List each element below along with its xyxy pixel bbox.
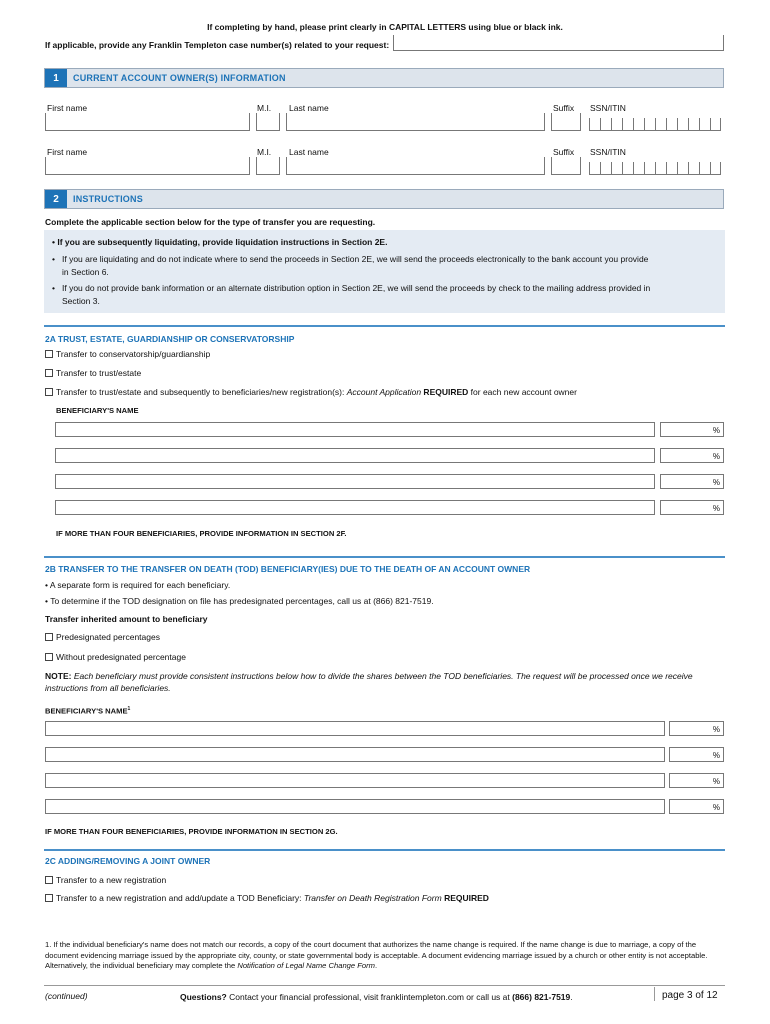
- s2b-checkbox-2[interactable]: [45, 653, 53, 661]
- s2b-bullet-1: • A separate form is required for each beneficiary.: [45, 580, 231, 590]
- owner2-first-name-field[interactable]: [45, 157, 250, 175]
- owner1-ssn-label: SSN/ITIN: [590, 103, 626, 113]
- note-text: Each beneficiary must provide consistent instructions below how to divide the shares between the TOD beneficiaries. The request will be processed once we receive instructions from all beneficiaries.: [45, 671, 693, 693]
- instruction-bullet-3: • If you do not provide bank information or an alternate distribution option in Section 2E, we will send the proceeds by check to the mailing address provided in Section 3.: [52, 283, 651, 306]
- s2a-beneficiary-name-2[interactable]: [55, 448, 655, 463]
- s2a-more-note: IF MORE THAN FOUR BENEFICIARIES, PROVIDE INFORMATION IN SECTION 2F.: [56, 529, 347, 538]
- s2c-option-2[interactable]: [45, 893, 489, 903]
- owner1-last-name-label: Last name: [289, 103, 329, 113]
- owner1-suffix-label: Suffix: [553, 103, 575, 113]
- s2a-option-1-label: Transfer to conservatorship/guardianship: [56, 349, 211, 359]
- s2b-beneficiary-label: BENEFICIARY'S NAME$^1$: [45, 706, 131, 716]
- owner1-first-name-label: First name: [47, 103, 88, 113]
- s2a-option-3-suffix: for each new account owner: [468, 387, 577, 397]
- s2a-option-2-label: Transfer to trust/estate: [56, 368, 142, 378]
- s2a-checkbox-3[interactable]: [45, 388, 53, 396]
- s2c-checkbox-1[interactable]: [45, 876, 53, 884]
- owner2-last-name-label: Last name: [289, 147, 329, 157]
- footer-rule: [44, 985, 725, 986]
- s2c-option-1[interactable]: [45, 875, 166, 885]
- owner2-suffix-label: Suffix: [553, 147, 575, 157]
- s2a-option-2[interactable]: [45, 368, 141, 378]
- s2a-beneficiary-label: BENEFICIARY'S NAME: [56, 406, 139, 415]
- section-2a-rule: [44, 325, 725, 327]
- s2b-checkbox-1[interactable]: [45, 633, 53, 641]
- s2b-option-2[interactable]: [45, 652, 186, 662]
- phone-number[interactable]: (866) 821-7519: [512, 992, 571, 1002]
- owner1-ssn-field[interactable]: [589, 118, 721, 131]
- footnote: 1. If the individual beneficiary's name does not match our records, a copy of the court document that authorizes the name change is required. If the name change is due to marriage, a copy of the document evidencing marriage issued by the appropriate city, county, or state governmental body is acceptable. A document evidencing marriage issued by a church or other entity is not acceptable. Alternatively, the individual beneficiary may complete the Notification of Legal Name Change Form.: [45, 940, 708, 970]
- s2a-option-3[interactable]: [45, 387, 577, 397]
- s2a-option-1[interactable]: [45, 349, 210, 359]
- owner2-suffix-field[interactable]: [551, 157, 581, 175]
- section-2c-title: 2C ADDING/REMOVING A JOINT OWNER: [45, 856, 211, 866]
- s2a-checkbox-1[interactable]: [45, 350, 53, 358]
- instruction-bullet-1: • If you are subsequently liquidating, provide liquidation instructions in Section 2E.: [52, 237, 388, 247]
- section-1-title: CURRENT ACCOUNT OWNER(S) INFORMATION: [73, 73, 286, 83]
- owner1-mi-label: M.I.: [257, 103, 272, 113]
- owner1-mi-field[interactable]: [256, 113, 280, 131]
- s2c-checkbox-2[interactable]: [45, 894, 53, 902]
- continued-label: (continued): [45, 991, 88, 1001]
- s2a-beneficiary-name-4[interactable]: [55, 500, 655, 515]
- page-number: page 3 of 12: [662, 990, 718, 1001]
- section-2c-rule: [44, 849, 725, 851]
- s2b-beneficiary-pct-4[interactable]: %: [669, 799, 724, 814]
- required-label: REQUIRED: [421, 387, 469, 397]
- footer-divider: [654, 987, 655, 1001]
- s2a-beneficiary-pct-4[interactable]: %: [660, 500, 724, 515]
- section-2a-title: 2A TRUST, ESTATE, GUARDIANSHIP OR CONSERVATORSHIP: [45, 334, 295, 344]
- questions-label: Questions?: [180, 992, 227, 1002]
- section-2b-rule: [44, 556, 725, 558]
- name-change-form-ref: Notification of Legal Name Change Form: [237, 961, 375, 970]
- instructions-box: [44, 230, 725, 313]
- owner2-ssn-label: SSN/ITIN: [590, 147, 626, 157]
- account-application-ref: Account Application: [346, 387, 422, 397]
- owner1-first-name-field[interactable]: [45, 113, 250, 131]
- s2b-bullet-2: • To determine if the TOD designation on file has predesignated percentages, call us at (866) 821-7519.: [45, 596, 434, 606]
- s2b-option-1[interactable]: [45, 632, 160, 642]
- note-label: NOTE:: [45, 671, 72, 681]
- owner1-last-name-field[interactable]: [286, 113, 545, 131]
- section-1-header: [44, 68, 724, 88]
- s2b-beneficiary-name-4[interactable]: [45, 799, 665, 814]
- s2c-option-2-label: Transfer to a new registration and add/update a TOD Beneficiary:: [56, 893, 304, 903]
- owner2-last-name-field[interactable]: [286, 157, 545, 175]
- s2a-beneficiary-name-3[interactable]: [55, 474, 655, 489]
- section-1-number: 1: [45, 69, 67, 87]
- footer-contact: Questions? Contact your financial professional, visit franklintempleton.com or call us at (866) 821-7519.: [180, 992, 573, 1002]
- section-2-intro: Complete the applicable section below for the type of transfer you are requesting.: [45, 217, 376, 227]
- s2a-beneficiary-pct-2[interactable]: %: [660, 448, 724, 463]
- section-2b-title: 2B TRANSFER TO THE TRANSFER ON DEATH (TOD) BENEFICIARY(IES) DUE TO THE DEATH OF AN ACCOUNT OWNER: [45, 564, 531, 574]
- s2b-beneficiary-name-2[interactable]: [45, 747, 665, 762]
- owner2-mi-label: M.I.: [257, 147, 272, 157]
- s2b-beneficiary-pct-2[interactable]: %: [669, 747, 724, 762]
- section-2-number: 2: [45, 190, 67, 208]
- footnote-mark: 1: [127, 706, 131, 712]
- owner2-first-name-label: First name: [47, 147, 88, 157]
- tod-form-ref: Transfer on Death Registration Form: [303, 893, 442, 903]
- s2b-more-note: IF MORE THAN FOUR BENEFICIARIES, PROVIDE INFORMATION IN SECTION 2G.: [45, 827, 338, 836]
- s2a-option-3-label: Transfer to trust/estate and subsequently to beneficiaries/new registration(s):: [56, 387, 347, 397]
- s2b-transfer-label: Transfer inherited amount to beneficiary: [45, 614, 208, 624]
- s2b-beneficiary-name-1[interactable]: [45, 721, 665, 736]
- s2a-beneficiary-name-1[interactable]: [55, 422, 655, 437]
- owner2-ssn-field[interactable]: [589, 162, 721, 175]
- s2a-beneficiary-pct-3[interactable]: %: [660, 474, 724, 489]
- s2a-beneficiary-pct-1[interactable]: %: [660, 422, 724, 437]
- s2b-beneficiary-pct-3[interactable]: %: [669, 773, 724, 788]
- s2b-note: [45, 670, 725, 694]
- s2b-beneficiary-pct-1[interactable]: %: [669, 721, 724, 736]
- instruction-bullet-2: • If you are liquidating and do not indicate where to send the proceeds in Section 2E, we will send the proceeds electronically to the bank account you provide in Section 6.: [52, 254, 649, 277]
- s2a-checkbox-2[interactable]: [45, 369, 53, 377]
- s2b-beneficiary-name-3[interactable]: [45, 773, 665, 788]
- s2c-option-1-label: Transfer to a new registration: [56, 875, 167, 885]
- s2b-option-2-label: Without predesignated percentage: [56, 652, 186, 662]
- case-number-field[interactable]: [393, 35, 724, 51]
- case-number-label: If applicable, provide any Franklin Templeton case number(s) related to your request:: [45, 40, 390, 50]
- section-2-header: [44, 189, 724, 209]
- section-2-title: INSTRUCTIONS: [73, 194, 143, 204]
- hand-instruction: If completing by hand, please print clearly in CAPITAL LETTERS using blue or black ink.: [207, 22, 563, 32]
- required-label-2: REQUIRED: [441, 893, 489, 903]
- owner2-mi-field[interactable]: [256, 157, 280, 175]
- s2b-option-1-label: Predesignated percentages: [56, 632, 160, 642]
- owner1-suffix-field[interactable]: [551, 113, 581, 131]
